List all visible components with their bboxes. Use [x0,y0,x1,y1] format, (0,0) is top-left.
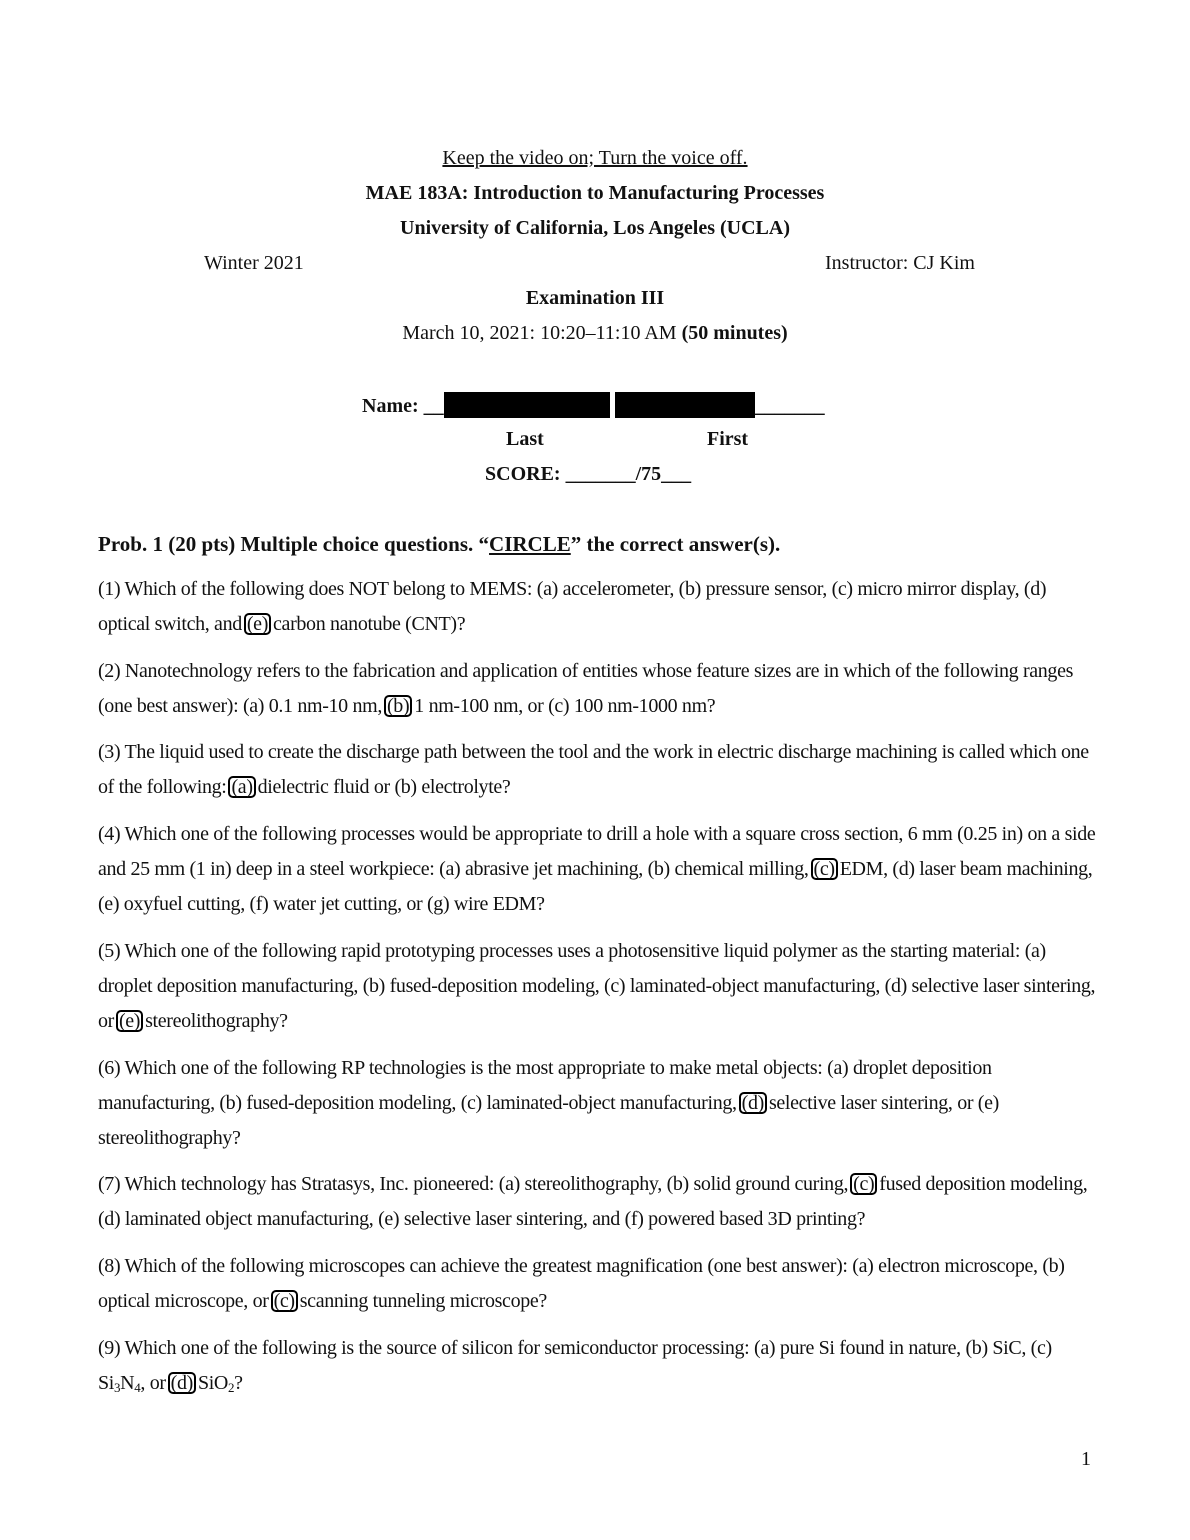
score-total: /75 [635,463,662,485]
circled-answer: (c) [271,1290,298,1312]
problem-1-heading: Prob. 1 (20 pts) Multiple choice questions. “CIRCLE” the correct answer(s). [98,532,781,556]
exam-date [0,321,1190,345]
first-label: First [707,428,749,450]
notice: Keep the video on; Turn the voice off. [442,147,748,169]
name-label: Name: [362,395,419,417]
circled-answer: (e) [116,1010,143,1032]
circled-answer: (d) [168,1372,196,1394]
page-number: 1 [1081,1448,1091,1470]
redacted-last-name [444,392,610,418]
date-time: March 10, 2021: 10:20–11:10 AM [402,322,677,344]
duration: (50 minutes) [681,322,788,344]
course-title: MAE 183A: Introduction to Manufacturing Processes [365,182,825,204]
question-7: (7) Which technology has Stratasys, Inc. pioneered: (a) stereolithography, (b) solid ground curing, (c) fused deposition modeling, (d) laminated object manufacturing, (e) selective laser sintering, and (f) powered based 3D printing? [98,1173,1088,1230]
score-label: SCORE: [485,463,561,485]
question-2: (2) Nanotechnology refers to the fabrication and application of entities whose feature sizes are in which of the following ranges (one best answer): (a) 0.1 nm-10 nm, (b) 1 nm-100 nm, or (c) 100 nm-1000 nm? [98,660,1074,717]
question-1: (1) Which of the following does NOT belong to MEMS: (a) accelerometer, (b) pressure sensor, (c) micro mirror display, (d) optical switch, and (e) carbon nanotube (CNT)? [98,578,1047,635]
question-6: (6) Which one of the following RP technologies is the most appropriate to make metal objects: (a) droplet deposition manufacturing, (b) fused-deposition modeling, (c) laminated-object manufacturing, (d) selective laser sintering, or (e) stereolithography? [98,1057,999,1149]
instructor: Instructor: CJ Kim [825,252,975,274]
question-4: (4) Which one of the following processes would be appropriate to drill a hole with a square cross section, 6 mm (0.25 in) on a side and 25 mm (1 in) deep in a steel workpiece: (a) abrasive jet machining, (b) chemical milling, (c) EDM, (d) laser beam machining, (e) oxyfuel cutting, (f) water jet cutting, or (g) wire EDM? [98,823,1096,915]
term: Winter 2021 [204,252,304,274]
circled-answer: (e) [244,613,271,635]
circled-answer: (d) [739,1092,767,1114]
name-field: Name: __ _______ [362,392,825,418]
score-field: SCORE: _______/75___ [485,463,692,485]
circled-answer: (c) [850,1173,877,1195]
question-5: (5) Which one of the following rapid prototyping processes uses a photosensitive liquid polymer as the starting material: (a) droplet deposition manufacturing, (b) fused-deposition modeling, (c) laminated-object manufacturing, (d) selective laser sintering, or (e) stereolithography? [98,940,1096,1032]
circled-answer: (a) [228,776,255,798]
circled-answer: (b) [384,695,412,717]
university: University of California, Los Angeles (UCLA) [400,217,790,239]
last-label: Last [506,428,544,450]
circled-answer: (c) [811,858,838,880]
question-8: (8) Which of the following microscopes can achieve the greatest magnification (one best answer): (a) electron microscope, (b) optical microscope, or (c) scanning tunneling microscope? [98,1255,1065,1312]
question-9: (9) Which one of the following is the source of silicon for semiconductor processing: (a) pure Si found in nature, (b) SiC, (c) $Si_3N_4$, or (d) SiO$_2$? [98,1337,1052,1395]
exam-title: Examination III [525,287,665,309]
question-3: (3) The liquid used to create the discharge path between the tool and the work in electric discharge machining is called which one of the following: (a) dielectric fluid or (b) electrolyte? [98,741,1089,798]
redacted-first-name [615,392,755,418]
